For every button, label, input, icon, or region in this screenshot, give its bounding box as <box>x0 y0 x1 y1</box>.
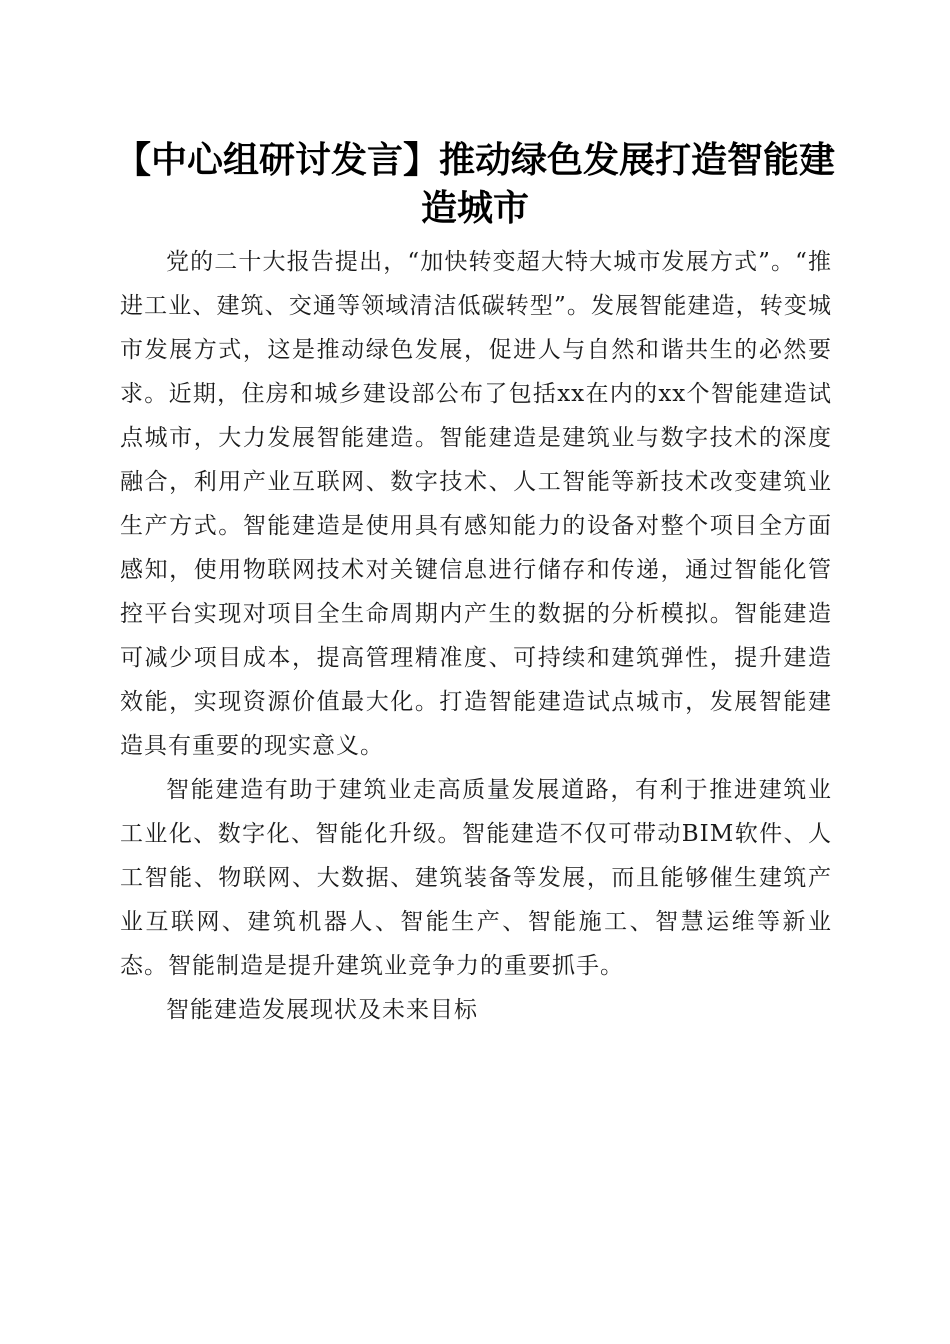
body-paragraph: 智能建造有助于建筑业走高质量发展道路，有利于推进建筑业工业化、数字化、智能化升级。智能建造不仅可带动BIM软件、人工智能、物联网、大数据、建筑装备等发展，而且能够催生建筑产业互联网、建筑机器人、智能生产、智能施工、智慧运维等新业态。智能制造是提升建筑业竞争力的重要抓手。 <box>120 777 832 979</box>
document-title: 【中心组研讨发言】推动绿色发展打造智能建造城市 <box>114 139 835 229</box>
section-heading: 智能建造发展现状及未来目标 <box>166 997 478 1023</box>
document-body <box>120 240 832 1032</box>
body-paragraph: 党的二十大报告提出，“加快转变超大特大城市发展方式”。“推进工业、建筑、交通等领域清洁低碳转型”。发展智能建造，转变城市发展方式，这是推动绿色发展，促进人与自然和谐共生的必然要求。近期，住房和城乡建设部公布了包括xx在内的xx个智能建造试点城市，大力发展智能建造。智能建造是建筑业与数字技术的深度融合，利用产业互联网、数字技术、人工智能等新技术改变建筑业生产方式。智能建造是使用具有感知能力的设备对整个项目全方面感知，使用物联网技术对关键信息进行储存和传递，通过智能化管控平台实现对项目全生命周期内产生的数据的分析模拟。智能建造可减少项目成本，提高管理精准度、可持续和建筑弹性，提升建造效能，实现资源价值最大化。打造智能建造试点城市，发展智能建造具有重要的现实意义。 <box>120 249 832 759</box>
